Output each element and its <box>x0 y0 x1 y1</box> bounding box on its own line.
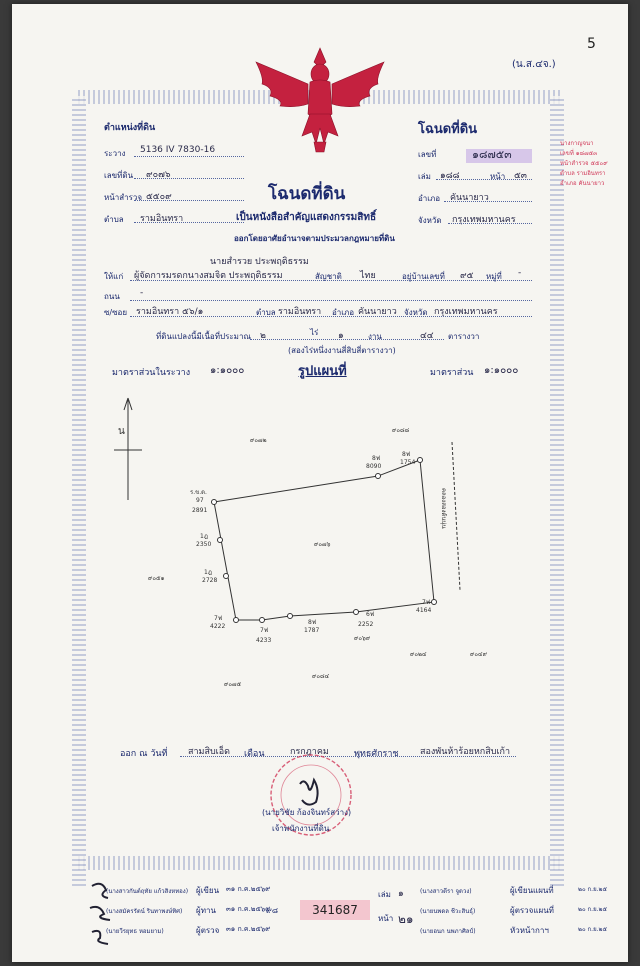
soi-value: รามอินทรา ๕๖/๑ <box>136 307 204 317</box>
subdistrict-value: รามอินทรา <box>140 214 184 224</box>
marker-code: ร.ข.ด. <box>190 489 207 496</box>
sheet-scale-value: ๑:๑๐๐๐ <box>210 365 245 376</box>
page-mark: 5 <box>587 36 596 52</box>
page-no-label: หน้า <box>378 914 394 923</box>
sheet-scale-label: มาตราส่วนในระวาง <box>112 368 191 378</box>
owner-district-value: คันนายาว <box>358 307 397 317</box>
chief-date: ๒๐ ก.ย.๒๕ <box>578 926 607 933</box>
document-subtitle: เป็นหนังสือสำคัญแสดงกรรมสิทธิ์ <box>236 212 377 223</box>
parcel-no-label: เลขที่ดิน <box>104 171 134 180</box>
page-label: หน้า <box>490 172 506 181</box>
marker <box>432 600 437 605</box>
area-rai-unit: ไร่ <box>310 328 319 337</box>
marker-num: 2350 <box>196 541 212 548</box>
garuda-emblem-icon <box>250 44 390 156</box>
marker-num: 1787 <box>304 627 320 634</box>
serial-number: 341687 <box>300 900 370 920</box>
marker <box>234 618 239 623</box>
marker-code: 6ฟ <box>366 611 375 618</box>
survey-sheet-value: 5136 IV 7830-16 <box>140 145 216 155</box>
officer-name: (นายวิชัย ก้องจินทร์สว่าง) <box>262 808 352 817</box>
issue-month: กรกฎาคม <box>290 747 329 757</box>
north-label: น <box>118 426 125 437</box>
canal-line <box>452 442 460 590</box>
page-no-value: ๒๑ <box>398 912 414 926</box>
area-wa: ๔๔ <box>420 331 434 341</box>
area-rai: ๒ <box>260 331 266 341</box>
neighbor-label: ๙๐๗๒ <box>250 437 267 444</box>
marker-code: 1ฎ <box>200 533 208 540</box>
neighbor-label: ๙๐๘๘ <box>392 427 410 434</box>
checker-name: (นายวีรยุทธ หอมยาม) <box>106 928 164 935</box>
map-title: รูปแผนที่ <box>298 364 347 379</box>
writer-name: (นางสาวกันต์ฤทัย แก้วสิงหทอง) <box>106 888 189 895</box>
province-label: จังหวัด <box>418 216 442 225</box>
marker <box>212 500 217 505</box>
owner-district-label: อำเภอ <box>332 308 355 317</box>
area-in-words: (สองไร่หนึ่งงานสี่สิบสี่ตารางวา) <box>288 346 396 355</box>
marker-num: 8090 <box>366 463 382 470</box>
map-checker-date: ๒๐ ก.ย.๒๕ <box>578 906 607 913</box>
subdistrict-label: ตำบล <box>104 215 124 224</box>
deed-no-label: เลขที่ <box>418 150 437 159</box>
road-value: - <box>140 288 144 298</box>
reviewer-date: ๓๑ ก.ค.๒๕๖๙ <box>226 905 271 913</box>
scale-value: ๑:๑๐๐๐ <box>484 365 519 376</box>
marker-code: 7ฟ <box>214 615 223 622</box>
house-no-value: ๙๕ <box>460 271 474 281</box>
marker-code: 7ฟ <box>260 627 269 634</box>
reviewer-name: (นางสมัครรัตน์ รินทาพงษ์ทิศ) <box>106 908 183 915</box>
issue-day: สามสิบเอ็ด <box>188 747 231 757</box>
map-checker-role: ผู้ตรวจแผนที่ <box>510 906 554 915</box>
marker-num: 97 <box>196 497 204 504</box>
issued-at-label: ออก ณ วันที่ <box>120 749 168 759</box>
marker-code: 8ฟ <box>372 455 381 462</box>
owner-name-2: ผู้จัดการมรดกนางสมจิต ประพฤติธรรม <box>134 271 283 281</box>
marker <box>218 538 223 543</box>
writer-role: ผู้เขียน <box>196 886 220 895</box>
map-writer-name: (นางสาวดีรา จูดวง) <box>420 888 472 895</box>
deed-title-right: โฉนดที่ดิน <box>418 122 478 137</box>
map-writer-role: ผู้เขียนแผนที่ <box>510 886 554 895</box>
marker-num: 1754 <box>400 459 416 466</box>
chief-role: หัวหน้ากาฯ <box>510 926 549 935</box>
marker-num: 2891 <box>192 507 208 514</box>
neighbor-label: ๙๐๗๕ <box>224 681 242 688</box>
page-value: ๕๓ <box>514 171 527 181</box>
marker-code: 8ฟ <box>308 619 317 626</box>
border-pattern-left <box>72 96 86 886</box>
marker <box>288 614 293 619</box>
parcel-boundary <box>214 460 434 620</box>
nationality-value: ไทย <box>360 271 376 281</box>
issued-by: ออกโดยอาศัยอำนาจตามประมวลกฎหมายที่ดิน <box>234 234 395 243</box>
parcel-no-value: ๙๐๗๖ <box>146 170 171 180</box>
deed-no-value: ๑๘๗๕๓ <box>472 148 512 161</box>
location-title: ตำแหน่งที่ดิน <box>104 123 156 133</box>
form-code: (น.ส.๔จ.) <box>512 59 556 70</box>
book-label: เล่ม <box>418 172 431 181</box>
survey-sheet-label: ระวาง <box>104 149 126 158</box>
neighbor-label: ๙๐๒๔ <box>410 651 427 658</box>
center-parcel-label: ๙๐๗๖ <box>314 541 331 548</box>
checker-role: ผู้ตรวจ <box>196 926 220 935</box>
document-title: โฉนดที่ดิน <box>268 184 346 204</box>
scale-label: มาตราส่วน <box>430 368 474 378</box>
owner-subdistrict-value: รามอินทรา <box>278 307 322 317</box>
issue-year-label: พุทธศักราช <box>354 749 399 759</box>
marker-num: 2252 <box>358 621 374 628</box>
moo-value: - <box>518 268 522 278</box>
owner-subdistrict-label: ตำบล <box>256 308 276 317</box>
signature-marks-icon <box>84 876 124 956</box>
owner-province-label: จังหวัด <box>404 308 428 317</box>
issue-year: สองพันห้าร้อยหกสิบเก้า <box>420 747 511 757</box>
marker <box>224 574 229 579</box>
marker <box>354 610 359 615</box>
marker-num: 4222 <box>210 623 226 630</box>
marker <box>260 618 265 623</box>
officer-title: เจ้าพนักงานที่ดิน <box>272 824 330 833</box>
reviewer-role: ผู้ทาน <box>196 906 216 915</box>
issue-month-label: เดือน <box>244 749 265 759</box>
neighbor-label: ๙๐๕๑ <box>148 575 165 582</box>
serial-prefix: ๙๘ <box>266 906 279 915</box>
area-label: ที่ดินแปลงนี้มีเนื้อที่ประมาณ <box>156 332 251 341</box>
survey-page-value: ๕๕๐๙ <box>146 192 172 202</box>
border-pattern-bottom <box>78 856 562 870</box>
marker-num: 4233 <box>256 637 272 644</box>
soi-label: ซ/ซอย <box>104 308 128 317</box>
area-wa-unit: ตารางวา <box>448 332 480 341</box>
parcel-map <box>100 390 500 700</box>
moo-label: หมู่ที่ <box>486 272 502 281</box>
owner-name-1: นายสำรวย ประพฤติธรรม <box>210 257 309 267</box>
canal-label: คลองสองต้นนุ่น <box>440 488 447 529</box>
checker-date: ๓๑ ก.ค.๒๕๖๙ <box>226 925 271 933</box>
marker-num: 4164 <box>416 607 432 614</box>
house-no-label: อยู่บ้านเลขที่ <box>402 272 445 281</box>
area-ngan: ๑ <box>338 331 344 341</box>
owner-province-value: กรุงเทพมหานคร <box>434 307 498 317</box>
chief-name: (นายอนก นพภาศิลป์) <box>420 928 476 935</box>
given-to-label: ให้แก่ <box>104 272 124 281</box>
survey-page-label: หน้าสำรวจ <box>104 193 143 202</box>
province-value: กรุงเทพมหานคร <box>452 215 516 225</box>
writer-date: ๓๑ ก.ค.๒๕๖๙ <box>226 885 271 893</box>
marker <box>418 458 423 463</box>
neighbor-label: ๙๐๖๙ <box>354 635 371 642</box>
nationality-label: สัญชาติ <box>315 272 342 281</box>
marker-code: 8ฟ <box>402 451 411 458</box>
book-value: ๑๘๘ <box>440 171 460 181</box>
map-writer-date: ๒๐ ก.ย.๒๕ <box>578 886 607 893</box>
volume-value: ๑ <box>398 889 404 899</box>
border-pattern-right <box>550 96 564 886</box>
area-ngan-unit: งาน <box>368 332 382 341</box>
marker-num: 2728 <box>202 577 218 584</box>
road-label: ถนน <box>104 292 120 301</box>
map-checker-name: (นายนพดล ชีวะสินธุ์) <box>420 908 476 915</box>
side-note: นางกาญจนา เลขที่ ๑๘๗๕๓ หน้าสำรวจ ๕๕๐๙ ตำบล รามอินทรา อำเภอ คันนายาว <box>560 140 608 187</box>
volume-label: เล่ม <box>378 890 391 899</box>
marker-code: 7ฟ <box>422 599 431 606</box>
marker <box>376 474 381 479</box>
neighbor-label: ๙๐๘๔ <box>312 673 330 680</box>
district-value: คันนายาว <box>450 193 489 203</box>
marker-code: 1ฎ <box>204 569 212 576</box>
district-label: อำเภอ <box>418 194 441 203</box>
neighbor-label: ๙๐๔๙ <box>470 651 487 658</box>
